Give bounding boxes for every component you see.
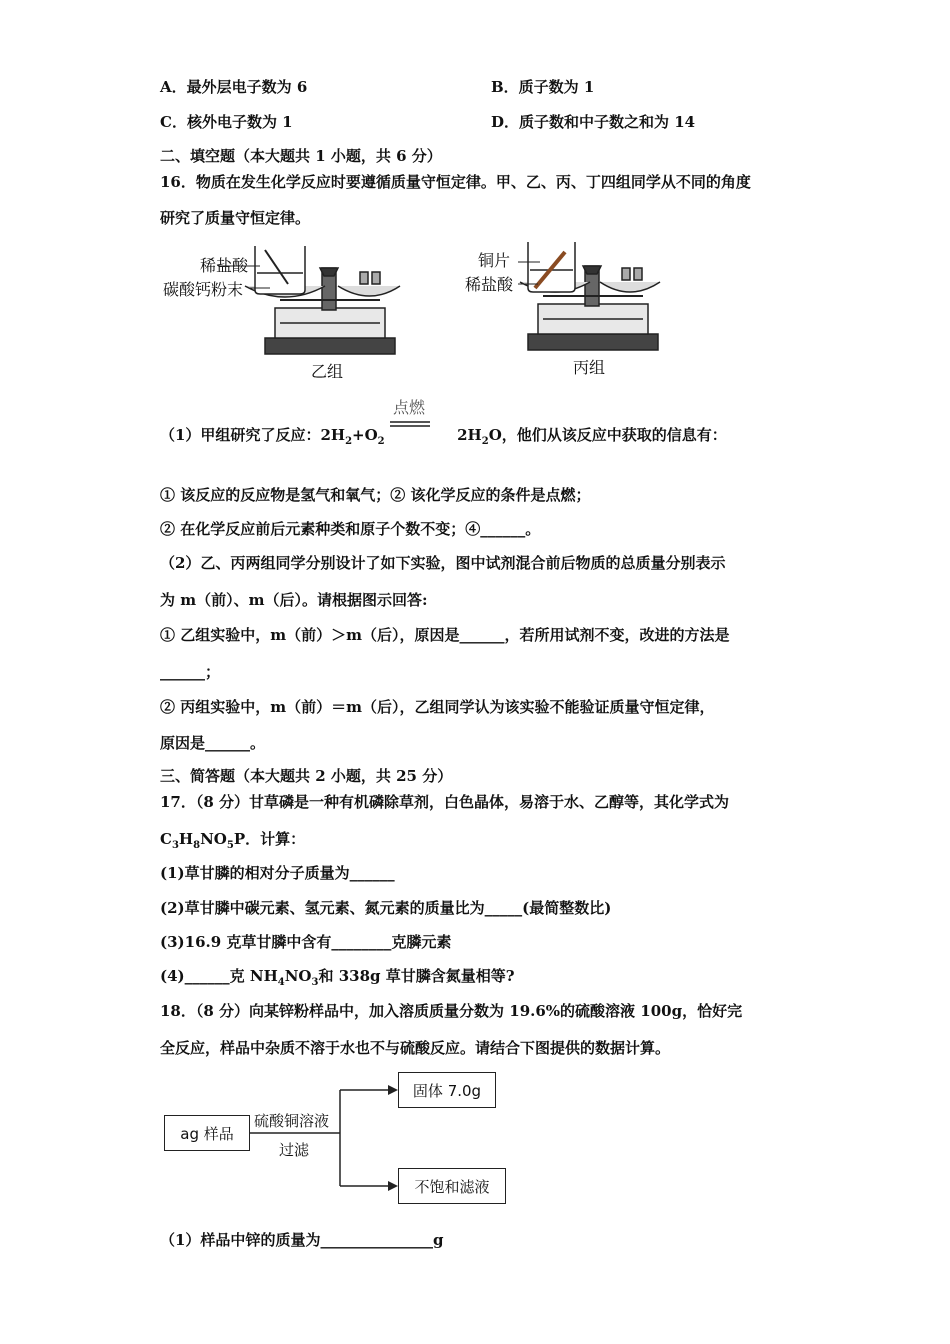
part1-equation: （1）甲组研究了反应：$2H_2+O_2$ $2H_2O$，他们从该反应中获取的信息有： [160, 426, 727, 447]
q18-line1: 18．（8 分）向某锌粉样品中，加入溶质质量分数为 19.6%的硫酸溶液 100g，恰好完 [160, 1002, 743, 1020]
q17-formula: $C_3H_8NO_5P$．计算： [160, 830, 306, 851]
part2-q2-cont: 原因是______。 [160, 734, 266, 752]
part2-q2: ② 丙组实验中，m（前）＝m（后），乙组同学认为该实验不能验证质量守恒定律， [160, 698, 715, 716]
info1: ① 该反应的反应物是氢气和氧气；② 该化学反应的条件是点燃； [160, 486, 591, 504]
yi-caption: 乙组 [311, 362, 344, 381]
part2-q1-cont: ______； [160, 663, 221, 681]
section3-heading: 三、简答题（本大题共 2 小题，共 25 分） [160, 767, 453, 785]
flow-filtrate-box: 不饱和滤液 [398, 1168, 506, 1204]
reaction-condition: 点燃 [393, 398, 426, 417]
bing-caption: 丙组 [573, 358, 606, 377]
equation-line-top [390, 421, 430, 423]
flow-process: 过滤 [279, 1141, 310, 1159]
q17-4: (4)______克 $NH_4NO_3$和 338g 草甘膦含氮量相等? [160, 967, 515, 988]
part2-line1: （2）乙、丙两组同学分别设计了如下实验，图中试剂混合前后物质的总质量分别表示 [160, 554, 726, 572]
q17-1: (1)草甘膦的相对分子质量为______ [160, 864, 395, 882]
yi-label-acid: 稀盐酸 [200, 256, 249, 275]
option-b: B．质子数为 1 [491, 78, 595, 96]
q18-1: （1）样品中锌的质量为_______________g [160, 1231, 444, 1249]
option-c: C．核外电子数为 1 [160, 113, 293, 131]
flow-solid-box: 固体 7.0g [398, 1072, 496, 1108]
q17-3: (3)16.9 克草甘膦中含有________克膦元素 [160, 933, 452, 951]
q17-2: (2)草甘膦中碳元素、氢元素、氮元素的质量比为_____(最简整数比) [160, 899, 612, 917]
bing-label-acid: 稀盐酸 [465, 275, 514, 294]
option-a: A．最外层电子数为 6 [160, 78, 308, 96]
section2-heading: 二、填空题（本大题共 1 小题，共 6 分） [160, 147, 442, 165]
bing-balance [520, 242, 660, 350]
part2-q1: ① 乙组实验中，m（前）＞m（后），原因是______，若所用试剂不变，改进的方法是 [160, 626, 730, 644]
yi-label-powder: 碳酸钙粉末 [163, 280, 244, 299]
option-d: D．质子数和中子数之和为 14 [491, 113, 696, 131]
flow-reagent: 硫酸铜溶液 [254, 1112, 330, 1130]
q18-line2: 全反应，样品中杂质不溶于水也不与硫酸反应。请结合下图提供的数据计算。 [160, 1039, 671, 1057]
part2-line2: 为 m（前）、m（后）。请根据图示回答: [160, 591, 428, 609]
flow-arrows [250, 1080, 400, 1200]
equation-line-bottom [390, 425, 430, 427]
yi-balance [245, 246, 400, 354]
flow-sample-box: ag 样品 [164, 1115, 250, 1151]
q16-line2: 研究了质量守恒定律。 [160, 209, 311, 227]
bing-label-copper: 铜片 [478, 251, 511, 270]
q16-line1: 16．物质在发生化学反应时要遵循质量守恒定律。甲、乙、丙、丁四组同学从不同的角度 [160, 173, 751, 191]
info2: ② 在化学反应前后元素种类和原子个数不变；④______。 [160, 520, 541, 538]
q17-line1: 17．（8 分）甘草磷是一种有机磷除草剂，白色晶体，易溶于水、乙醇等，其化学式为 [160, 793, 730, 811]
